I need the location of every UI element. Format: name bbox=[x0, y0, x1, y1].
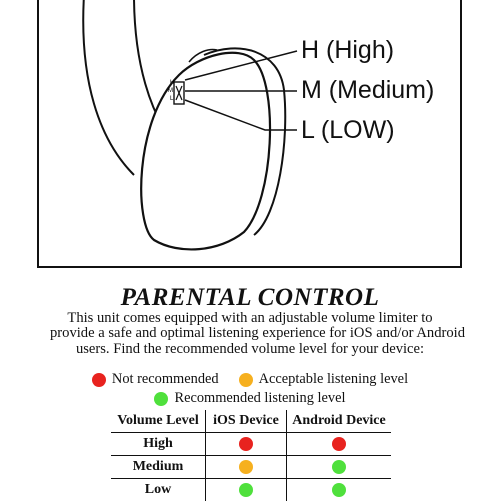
description-line: provide a safe and optimal listening experience for iOS and/or Android bbox=[50, 326, 450, 341]
status-dot-icon bbox=[332, 483, 346, 497]
row-label-low: Low bbox=[111, 479, 206, 501]
headphone-drawing bbox=[39, 0, 462, 268]
legend-item-not-recommended bbox=[92, 371, 219, 388]
table-cell bbox=[287, 433, 392, 456]
table-cell bbox=[206, 479, 287, 501]
status-dot-icon bbox=[239, 437, 253, 451]
legend-label: Recommended listening level bbox=[174, 390, 345, 407]
green-dot-icon bbox=[154, 392, 168, 406]
description-line: users. Find the recommended volume level for your device: bbox=[50, 342, 450, 357]
switch-letter-m: M bbox=[168, 88, 173, 94]
table-row bbox=[111, 456, 391, 479]
row-label-high: High bbox=[111, 433, 206, 456]
table-header-row bbox=[111, 410, 391, 433]
column-header-volume-level: Volume Level bbox=[111, 410, 206, 433]
status-dot-icon bbox=[332, 437, 346, 451]
description-line: This unit comes equipped with an adjustable volume limiter to bbox=[50, 311, 450, 326]
table-cell bbox=[287, 456, 392, 479]
headband-outer-edge bbox=[83, 0, 134, 175]
table-cell bbox=[287, 479, 392, 501]
switch-letter-h: H bbox=[170, 80, 174, 86]
volume-level-table bbox=[111, 410, 391, 501]
section-description bbox=[50, 311, 450, 357]
legend-row bbox=[0, 371, 500, 388]
status-dot-icon bbox=[332, 460, 346, 474]
row-label-medium: Medium bbox=[111, 456, 206, 479]
table-cell bbox=[206, 456, 287, 479]
legend-label: Not recommended bbox=[112, 371, 219, 388]
headphone-illustration-panel bbox=[37, 0, 462, 268]
table-row bbox=[111, 433, 391, 456]
callout-low-label: L (LOW) bbox=[301, 118, 395, 143]
legend-item-acceptable bbox=[239, 371, 408, 388]
column-header-ios-device: iOS Device bbox=[206, 410, 287, 433]
column-header-android-device: Android Device bbox=[287, 410, 392, 433]
legend-item-recommended bbox=[154, 390, 345, 407]
table-row bbox=[111, 479, 391, 501]
section-title: PARENTAL CONTROL bbox=[0, 285, 500, 310]
red-dot-icon bbox=[92, 373, 106, 387]
table-cell bbox=[206, 433, 287, 456]
legend-label: Acceptable listening level bbox=[259, 371, 408, 388]
status-dot-icon bbox=[239, 483, 253, 497]
callout-high-label: H (High) bbox=[301, 38, 394, 63]
orange-dot-icon bbox=[239, 373, 253, 387]
switch-letter-l: L bbox=[170, 96, 174, 102]
legend-row bbox=[0, 390, 500, 407]
callout-medium-label: M (Medium) bbox=[301, 78, 434, 103]
ear-cup-outline bbox=[141, 53, 270, 250]
status-dot-icon bbox=[239, 460, 253, 474]
